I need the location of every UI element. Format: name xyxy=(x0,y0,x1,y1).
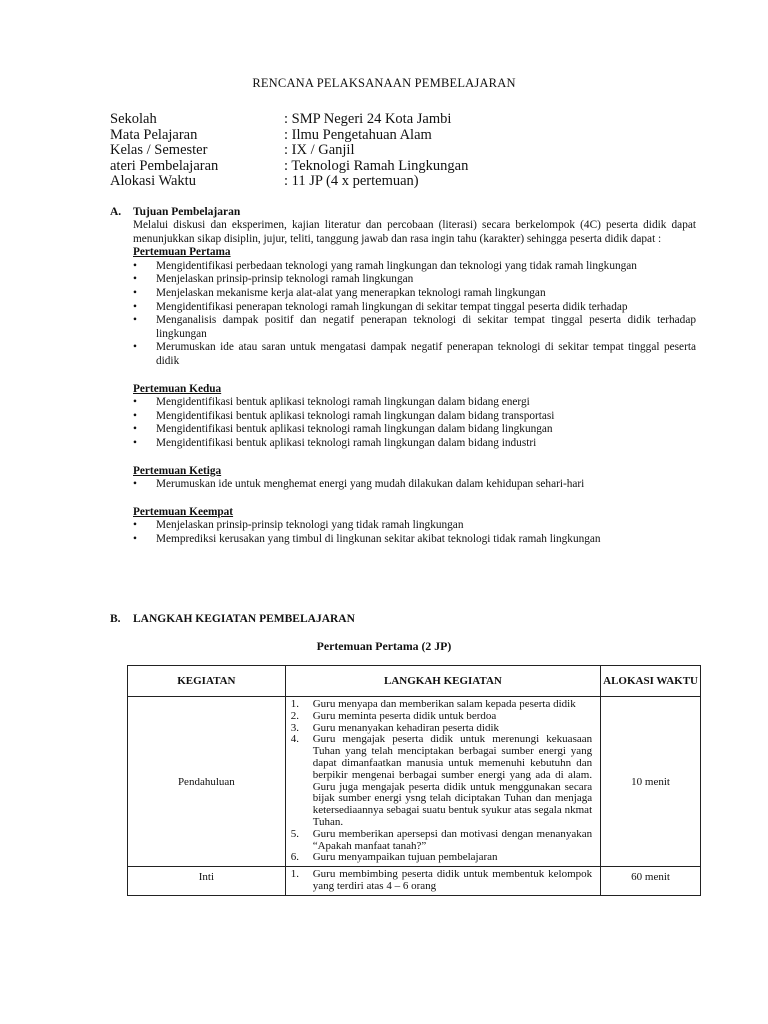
info-block xyxy=(110,112,468,190)
section-body xyxy=(133,219,696,546)
info-value: : 11 JP (4 x pertemuan) xyxy=(284,173,419,190)
time-allocation: 60 menit xyxy=(601,867,701,896)
info-value: : IX / Ganjil xyxy=(284,142,355,159)
meeting-title-1: Pertemuan Pertama xyxy=(133,246,231,259)
meeting-subtitle: Pertemuan Pertama (2 JP) xyxy=(316,639,452,653)
list-item: • Menjelaskan prinsip-prinsip teknologi ramah lingkungan xyxy=(133,273,414,286)
intro-paragraph: Melalui diskusi dan eksperimen, kajian literatur dan percobaan (literasi) secara berkelompok (4C) peserta didik dapat menunjukkan sikap disiplin, jujur, teliti, tanggung jawab dan rasa ingin tahu (karakter) sehingga peserta didik dapat : xyxy=(133,219,696,245)
bullet: • xyxy=(133,532,137,545)
bullet: • xyxy=(133,286,137,299)
info-label: ateri Pembelajaran xyxy=(110,157,219,174)
objective-list-1 xyxy=(133,260,696,369)
list-item: • Menganalisis dampak positif dan negatif penerapan teknologi di sekitar tempat tinggal peserta didik terhadap lingkungan xyxy=(133,314,696,340)
section-heading xyxy=(110,612,696,626)
info-value: : Ilmu Pengetahuan Alam xyxy=(284,126,432,143)
objective-list-3 xyxy=(133,478,696,492)
activity-steps xyxy=(285,867,600,896)
list-item: • Merumuskan ide untuk menghemat energi yang mudah dilakukan dalam kehidupan sehari-hari xyxy=(133,478,585,491)
table-row xyxy=(128,867,701,896)
meeting-title-4: Pertemuan Keempat xyxy=(133,505,234,518)
step-item: 3. Guru menanyakan kehadiran peserta didik xyxy=(290,721,500,734)
section-letter: A. xyxy=(110,206,122,218)
list-item: • Mengidentifikasi bentuk aplikasi teknologi ramah lingkungan dalam bidang transportasi xyxy=(133,409,555,422)
info-label: Sekolah xyxy=(110,111,157,127)
bullet: • xyxy=(133,314,137,327)
steps-list xyxy=(291,699,592,864)
bullet: • xyxy=(133,341,137,354)
step-item: 1. Guru membimbing peserta didik untuk membentuk kelompok yang terdiri atas 4 – 6 orang xyxy=(290,868,593,892)
info-label: Alokasi Waktu xyxy=(110,173,196,190)
activity-name: Inti xyxy=(128,867,286,896)
info-value: : Teknologi Ramah Lingkungan xyxy=(284,157,469,174)
info-row-material xyxy=(110,159,468,175)
step-item: 2. Guru meminta peserta didik untuk berdoa xyxy=(290,709,497,722)
activity-table xyxy=(127,665,701,896)
bullet: • xyxy=(133,423,137,436)
meeting-title-2: Pertemuan Kedua xyxy=(133,382,222,395)
step-item: 6. Guru menyampaikan tujuan pembelajaran xyxy=(290,851,498,864)
objective-list-2 xyxy=(133,396,696,450)
bullet: • xyxy=(133,259,137,272)
bullet: • xyxy=(133,396,137,409)
bullet: • xyxy=(133,273,137,286)
list-item: • Mengidentifikasi bentuk aplikasi teknologi ramah lingkungan dalam bidang energi xyxy=(133,396,530,409)
info-label: Mata Pelajaran xyxy=(110,126,198,143)
list-item: • Memprediksi kerusakan yang timbul di lingkunan sekitar akibat teknologi tidak ramah lingkungan xyxy=(133,532,601,545)
bullet: • xyxy=(133,436,137,449)
column-header: KEGIATAN xyxy=(128,666,286,697)
table-row xyxy=(128,697,701,867)
activity-name: Pendahuluan xyxy=(128,697,286,867)
step-item: 1. Guru menyapa dan memberikan salam kepada peserta didik xyxy=(290,698,576,710)
info-value: : SMP Negeri 24 Kota Jambi xyxy=(284,111,452,127)
section-heading xyxy=(110,205,696,219)
bullet: • xyxy=(133,519,137,532)
meeting-title-3: Pertemuan Ketiga xyxy=(133,464,222,477)
objective-list-4 xyxy=(133,519,696,546)
column-header: ALOKASI WAKTU xyxy=(601,666,701,697)
info-label: Kelas / Semester xyxy=(110,142,208,159)
bullet: • xyxy=(133,409,137,422)
list-item: • Merumuskan ide atau saran untuk mengatasi dampak negatif penerapan teknologi di sekitar tempat tinggal peserta didik xyxy=(133,341,696,367)
section-title: LANGKAH KEGIATAN PEMBELAJARAN xyxy=(133,613,355,625)
document-title: RENCANA PELAKSANAAN PEMBELAJARAN xyxy=(252,76,516,90)
info-row-class xyxy=(110,143,468,159)
steps-list xyxy=(291,869,592,893)
section-letter: B. xyxy=(110,613,121,625)
step-item: 4. Guru mengajak peserta didik untuk merenungi kekuasaan Tuhan yang telah menciptakan berbagai sumber energi yang dapat dimanfaatkan manusia untuk memenuhi kebutuhn dan berpikir mengenai berbagai sumber energi yang ada di alam. Guru juga mengajak peserta didik untuk menggunakan secara bijak sumber energi ysng telah diciptakan Tuhan dan menjaga ketersediaannya sebagai suatu bentuk syukur atas segala nkmat Tuhan. xyxy=(290,733,593,828)
info-row-time xyxy=(110,174,468,190)
bullet: • xyxy=(133,478,137,491)
list-item: • Mengidentifikasi bentuk aplikasi teknologi ramah lingkungan dalam bidang lingkungan xyxy=(133,423,553,436)
table-header-row xyxy=(128,666,701,697)
bullet: • xyxy=(133,300,137,313)
section-title: Tujuan Pembelajaran xyxy=(133,206,241,218)
section-activities xyxy=(110,612,696,626)
time-allocation: 10 menit xyxy=(601,697,701,867)
column-header: LANGKAH KEGIATAN xyxy=(285,666,600,697)
info-row-subject xyxy=(110,128,468,144)
list-item: • Mengidentifikasi bentuk aplikasi teknologi ramah lingkungan dalam bidang industri xyxy=(133,436,537,449)
info-row-school xyxy=(110,112,468,128)
list-item: • Mengidentifikasi penerapan teknologi ramah lingkungan di sekitar tempat tinggal peserta didik terhadap xyxy=(133,300,628,313)
list-item: • Mengidentifikasi perbedaan teknologi yang ramah lingkungan dan teknologi yang tidak ramah lingkungan xyxy=(133,259,637,272)
step-item: 5. Guru memberikan apersepsi dan motivasi dengan menanyakan “Apakah manfaat tanah?” xyxy=(290,827,593,852)
activity-steps xyxy=(285,697,600,867)
list-item: • Menjelaskan prinsip-prinsip teknologi yang tidak ramah lingkungan xyxy=(133,519,464,532)
list-item: • Menjelaskan mekanisme kerja alat-alat yang menerapkan teknologi ramah lingkungan xyxy=(133,286,546,299)
section-objectives xyxy=(110,205,696,546)
